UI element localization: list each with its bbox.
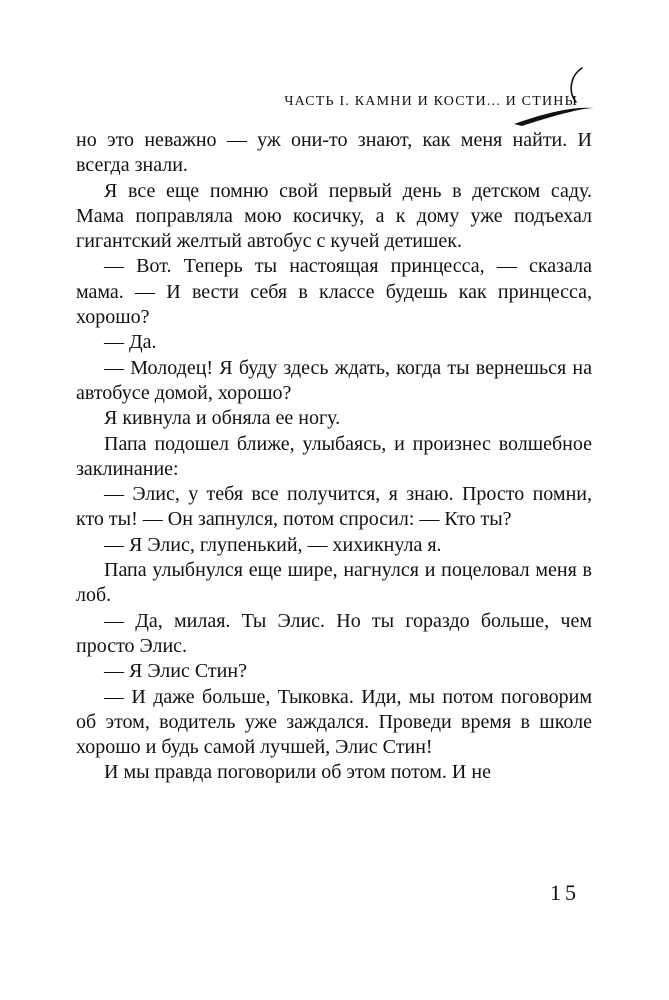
- paragraph: — Элис, у тебя все получится, я знаю. Просто помни, кто ты! — Он запнулся, потом спросил: — Кто ты?: [76, 483, 592, 531]
- paragraph: — И даже больше, Тыковка. Иди, мы потом поговорим об этом, водитель уже заждался. Проведи время в школе хорошо и будь самой лучшей, Элис Стин!: [76, 685, 592, 759]
- paragraph: — Молодец! Я буду здесь ждать, когда ты вернешься на автобусе домой, хорошо?: [76, 356, 592, 404]
- paragraph: Папа подошел ближе, улыбаясь, и произнес волшебное заклинание:: [76, 432, 592, 480]
- paragraph: — Я Элис, глупенький, — хихикнула я.: [104, 533, 442, 556]
- paragraph: Папа улыбнулся еще шире, нагнулся и поцеловал меня в лоб.: [76, 559, 592, 607]
- paragraph: — Да, милая. Ты Элис. Но ты гораздо больше, чем просто Элис.: [76, 609, 592, 657]
- paragraph: — Вот. Теперь ты настоящая принцесса, — сказала мама. — И вести себя в классе будешь как принцесса, хорошо?: [76, 255, 592, 329]
- page-number: 15: [550, 880, 580, 905]
- paragraph: но это неважно — уж они-то знают, как меня найти. И всегда знали.: [76, 129, 592, 177]
- paragraph: И мы правда поговорили об этом потом. И не: [104, 761, 491, 784]
- running-head-title: ЧАСТЬ I. КАМНИ И КОСТИ... И СТИНЫ: [284, 94, 578, 109]
- body-text: [76, 128, 592, 786]
- paragraph: Я все еще помню свой первый день в детском саду. Мама поправляла мою косичку, а к дому уже подъехал гигантский желтый автобус с кучей детишек.: [76, 179, 592, 253]
- paragraph: Я кивнула и обняла ее ногу.: [104, 407, 341, 430]
- paragraph: — Я Элис Стин?: [104, 660, 247, 683]
- paragraph: — Да.: [104, 331, 157, 354]
